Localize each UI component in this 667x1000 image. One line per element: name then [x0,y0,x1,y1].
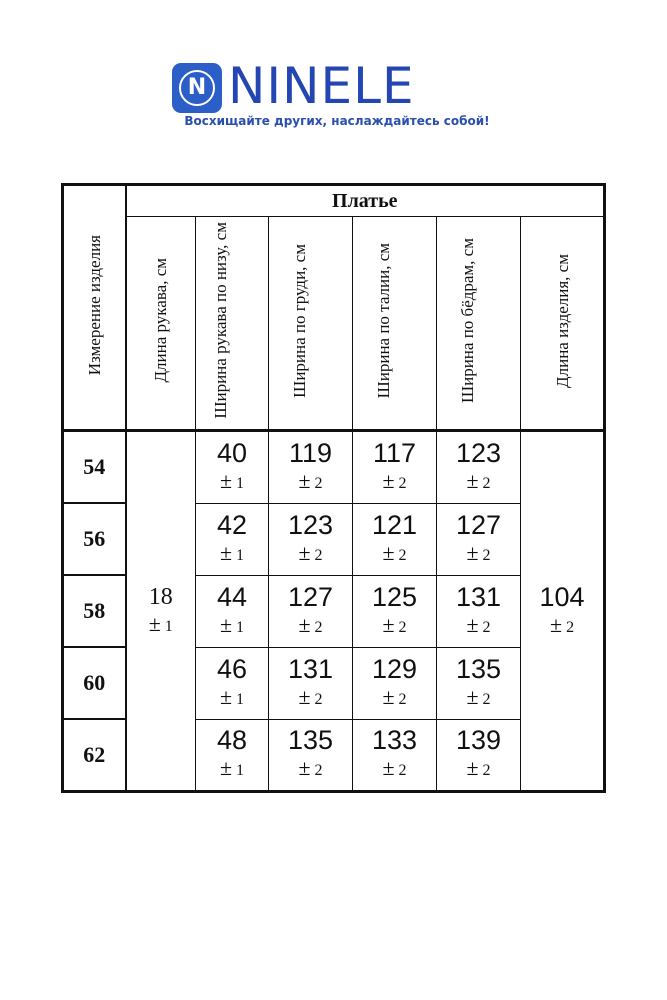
waist-cell: 117 ± 2 [353,431,437,504]
product-title: Платье [126,185,605,217]
brand-name: NINELE [228,57,415,115]
sleeve-width-cell: 44 ± 1 [196,575,269,647]
size-62: 62 [63,719,126,792]
hips-cell: 123 ± 2 [437,431,521,504]
size-54: 54 [63,431,126,504]
waist-cell: 121 ± 2 [353,503,437,575]
sleeve-length-cell: 18 ± 1 [126,431,196,792]
logo-mark-icon [172,63,222,113]
header-row-columns [63,217,605,431]
table-row [63,431,605,504]
chest-cell: 123 ± 2 [269,503,353,575]
hips-cell: 135 ± 2 [437,647,521,719]
sleeve-width-cell: 42 ± 1 [196,503,269,575]
hips-cell: 131 ± 2 [437,575,521,647]
brand-slogan: Восхищайте других, наслаждайтесь собой! [184,114,490,128]
brand-logo [172,57,502,130]
size-chart-table [61,183,606,793]
column-header-sleeve-width: Ширина рукава по низу, см [196,217,269,431]
header-row-product [63,185,605,217]
product-length-cell: 104 ± 2 [521,431,605,792]
product-length-value: 104 [539,581,585,612]
sleeve-length-tol: 1 [164,617,173,635]
chest-cell: 131 ± 2 [269,647,353,719]
size-60: 60 [63,647,126,719]
chest-cell: 135 ± 2 [269,719,353,792]
column-header-chest: Ширина по груди, см [269,217,353,431]
sleeve-length-value: 18 [148,583,173,610]
corner-header: Измерение изделия [84,234,104,376]
chest-cell: 119 ± 2 [269,431,353,504]
hips-cell: 127 ± 2 [437,503,521,575]
sleeve-width-cell: 40 ± 1 [196,431,269,504]
sleeve-width-cell: 48 ± 1 [196,719,269,792]
waist-cell: 129 ± 2 [353,647,437,719]
waist-cell: 125 ± 2 [353,575,437,647]
logo-mark-letter: N [187,75,207,100]
hips-cell: 139 ± 2 [437,719,521,792]
sleeve-width-cell: 46 ± 1 [196,647,269,719]
column-header-product-length: Длина изделия, см [521,217,605,431]
chest-cell: 127 ± 2 [269,575,353,647]
size-58: 58 [63,575,126,647]
size-56: 56 [63,503,126,575]
column-header-waist: Ширина по талии, см [353,217,437,431]
product-length-tol: 2 [566,618,575,636]
column-header-sleeve-length: Длина рукава, см [126,217,196,431]
waist-cell: 133 ± 2 [353,719,437,792]
corner-header-cell [63,185,126,431]
column-header-hips: Ширина по бёдрам, см [437,217,521,431]
